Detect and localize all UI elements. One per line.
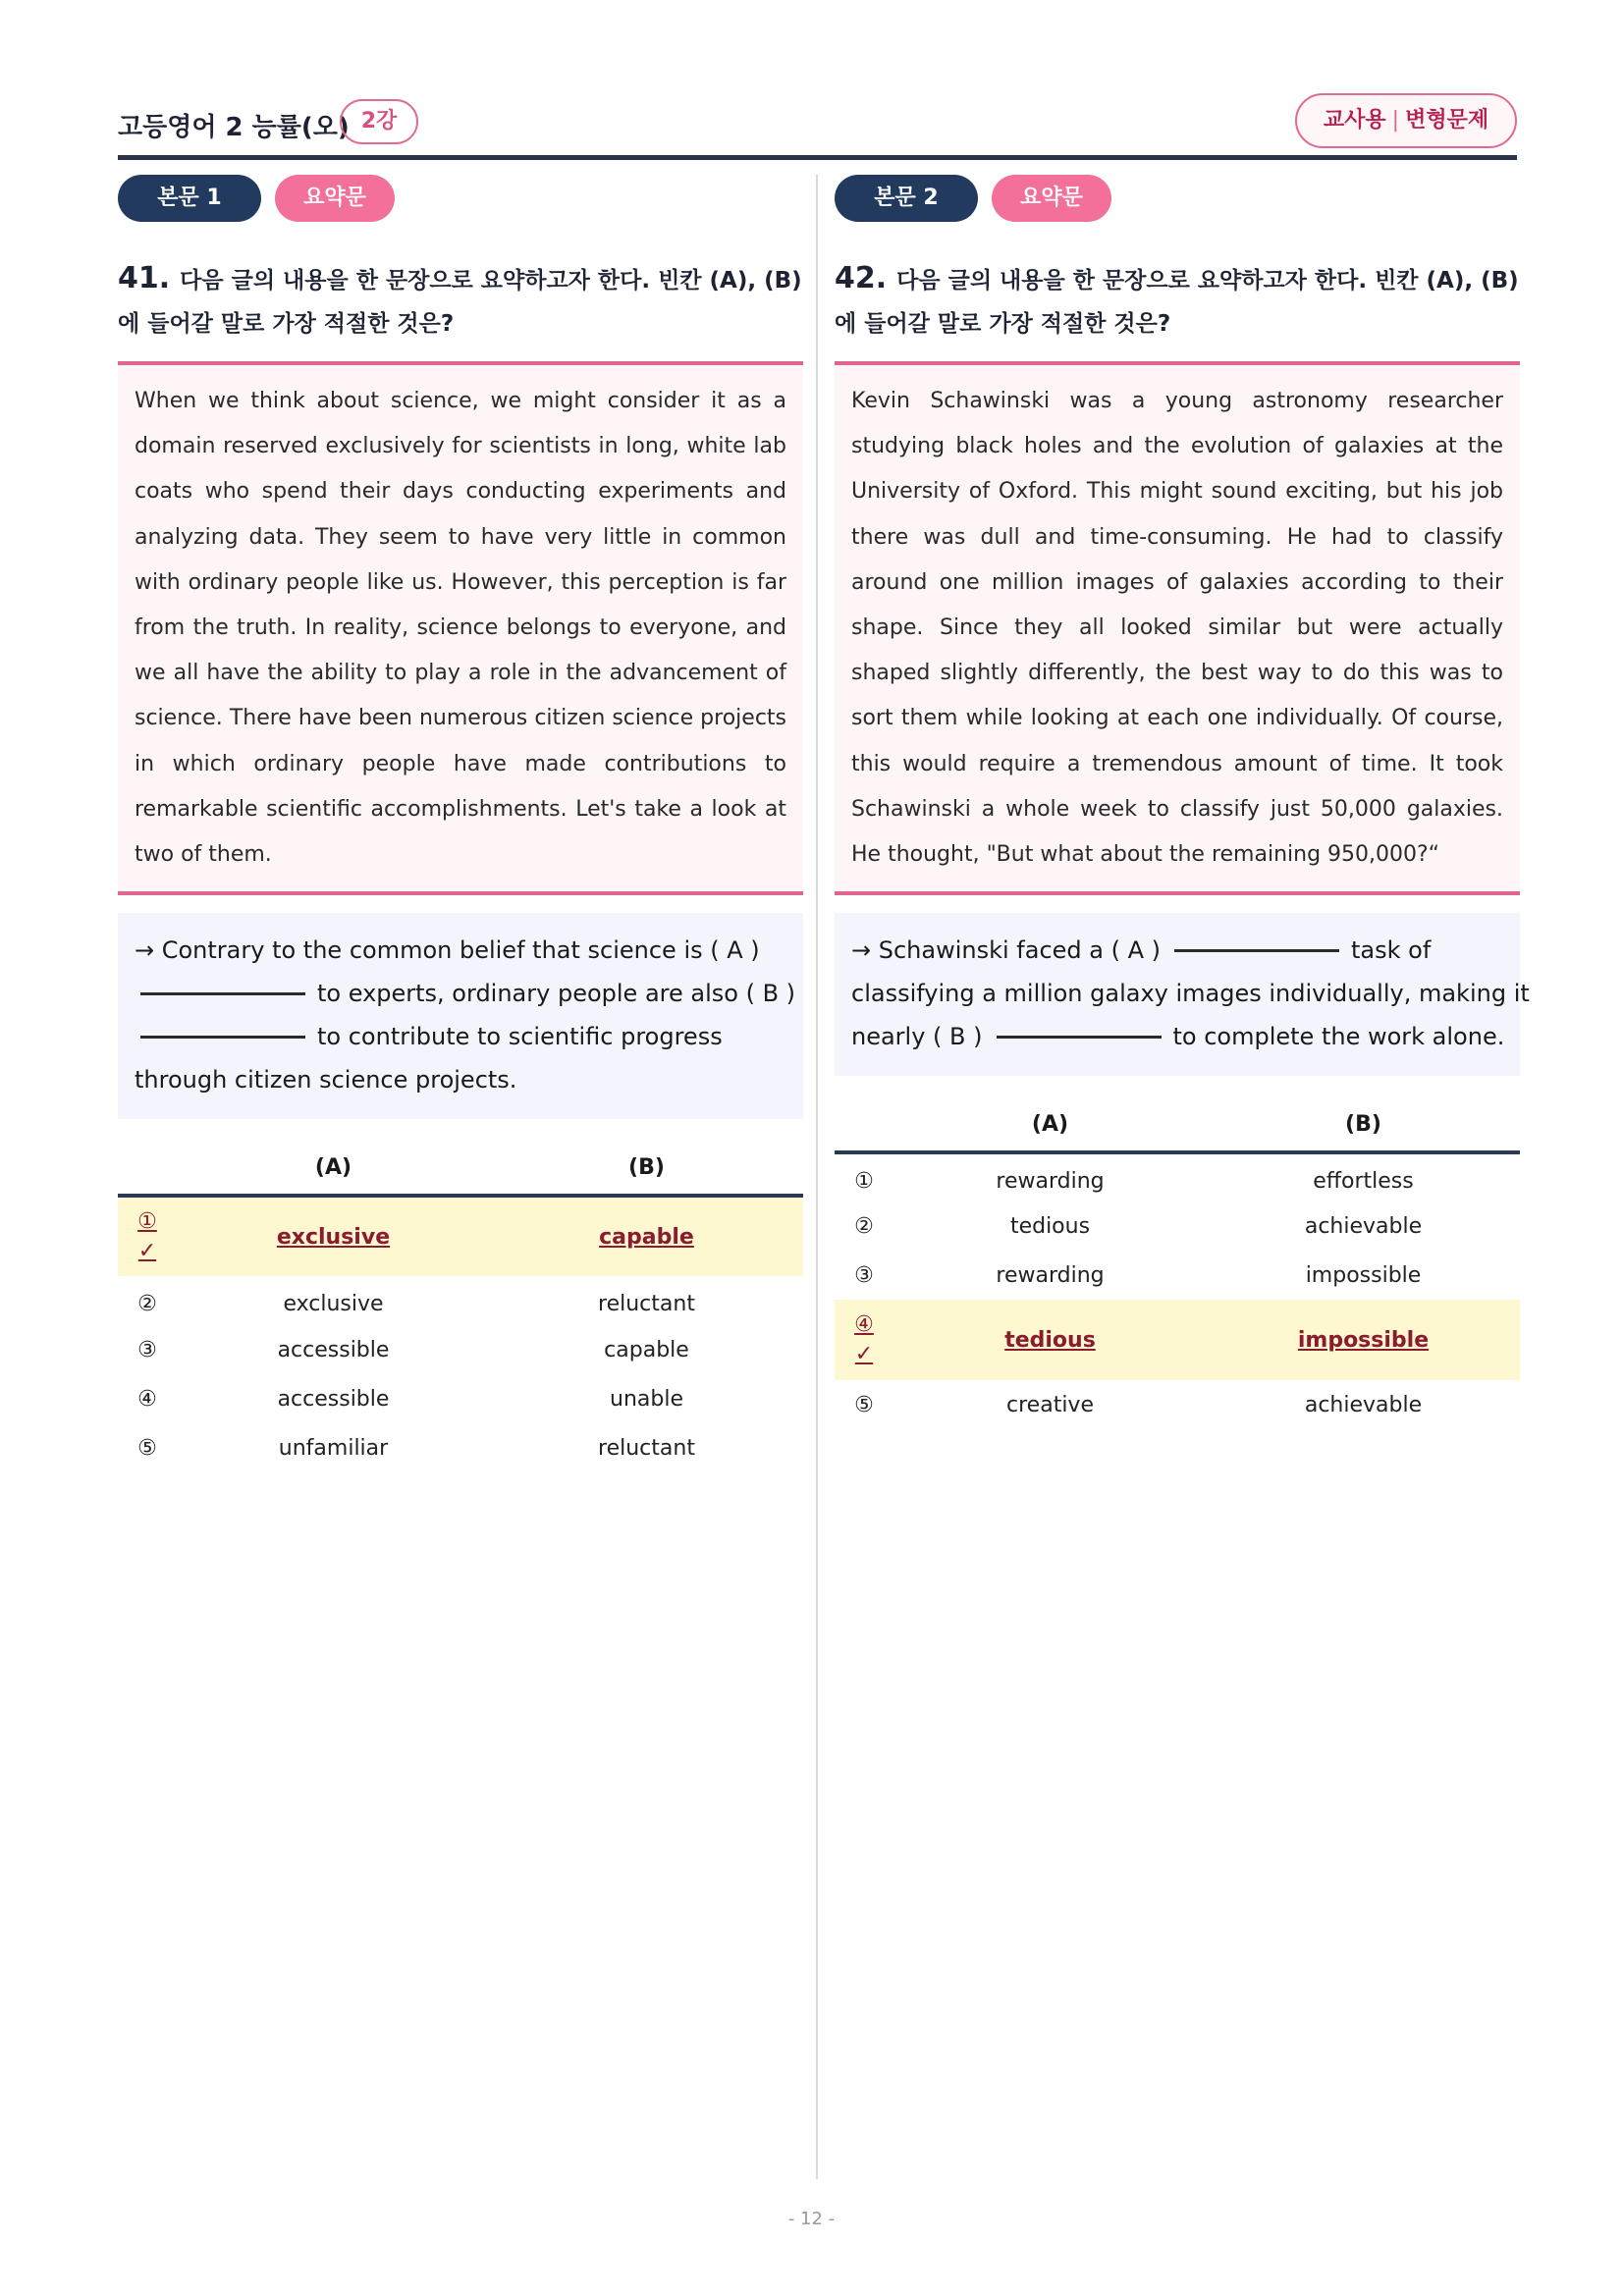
blank-a: [1174, 949, 1339, 952]
passage-tag: 본문 1: [118, 175, 261, 222]
summary-box: [118, 913, 803, 1119]
badge-separator: |: [1391, 108, 1400, 133]
choice-b: unable: [610, 1386, 683, 1412]
summary-line: [135, 1015, 786, 1058]
choice-number: ②: [854, 1213, 874, 1239]
summary-line: classifying a million galaxy images individually, making it: [851, 980, 1530, 1008]
choice-table: [118, 1141, 803, 1472]
question-number: 41.: [118, 261, 171, 295]
choice-number: ④ ✓: [835, 1300, 893, 1380]
choice-table: [835, 1097, 1520, 1429]
blank-b: [140, 1036, 305, 1039]
question-prompt: [118, 257, 803, 346]
summary-text: nearly ( B ): [851, 1023, 983, 1051]
choice-a: accessible: [277, 1386, 390, 1412]
choice-a: rewarding: [996, 1168, 1105, 1194]
choice-row-correct[interactable]: [118, 1196, 803, 1276]
choice-b: effortless: [1313, 1168, 1414, 1194]
summary-line: → Contrary to the common belief that science is ( A ): [135, 936, 760, 965]
choice-number: ⑤: [854, 1392, 874, 1417]
summary-line: [851, 929, 1503, 972]
choice-header: [835, 1097, 1520, 1152]
choice-number: ③: [854, 1262, 874, 1288]
page-header: [118, 93, 1517, 160]
blank-a: [140, 992, 305, 995]
question-prompt: [835, 257, 1520, 346]
choice-b: impossible: [1207, 1300, 1520, 1380]
choice-a: exclusive: [177, 1196, 490, 1276]
tag-row: [118, 175, 803, 222]
choice-a: tedious: [893, 1300, 1207, 1380]
choice-number: ②: [137, 1291, 157, 1316]
check-icon: ✓: [137, 1239, 157, 1264]
summary-text: to complete the work alone.: [1172, 1023, 1505, 1051]
summary-text: → Schawinski faced a ( A ): [851, 936, 1162, 965]
lesson-badge: 2강: [340, 99, 418, 144]
choice-b: impossible: [1305, 1262, 1422, 1288]
column-b-header: (B): [1207, 1097, 1520, 1152]
variant-label: 변형문제: [1405, 108, 1489, 133]
question-text: 다음 글의 내용을 한 문장으로 요약하고자 한다. 빈칸 (A), (B)에 들어갈 말로 가장 적절한 것은?: [118, 268, 802, 337]
choice-row[interactable]: [835, 1380, 1520, 1429]
question-number: 42.: [835, 261, 888, 295]
choice-b: reluctant: [598, 1291, 695, 1316]
choice-a: exclusive: [283, 1291, 384, 1316]
choice-row[interactable]: [835, 1251, 1520, 1300]
choice-row[interactable]: [835, 1152, 1520, 1201]
type-tag: 요약문: [992, 175, 1111, 222]
choice-row[interactable]: [835, 1201, 1520, 1251]
summary-line: [135, 972, 796, 1015]
check-icon: ✓: [854, 1342, 874, 1367]
choice-a: rewarding: [996, 1262, 1105, 1288]
type-tag: 요약문: [275, 175, 395, 222]
summary-text: task of: [1351, 936, 1432, 965]
choice-header: [118, 1141, 803, 1196]
choice-row[interactable]: [118, 1276, 803, 1325]
tag-row: [835, 175, 1520, 222]
choice-number: ①: [854, 1168, 874, 1194]
choice-b: achievable: [1304, 1213, 1423, 1239]
summary-line: through citizen science projects.: [135, 1066, 517, 1095]
summary-line: [851, 1015, 1503, 1058]
choice-a: creative: [1006, 1392, 1094, 1417]
choice-a: tedious: [1009, 1213, 1091, 1239]
column-a-header: (A): [177, 1141, 490, 1196]
choice-number: ④: [137, 1386, 157, 1412]
teacher-badge: [1295, 93, 1517, 148]
choice-row-correct[interactable]: [835, 1300, 1520, 1380]
page-number: - 12 -: [787, 2209, 836, 2229]
column-divider: [816, 175, 818, 2179]
passage-box: When we think about science, we might consider it as a domain reserved exclusively for scientists in long, white lab coats who spend their days conducting experiments and analyzing data. They seem to have very little in common with ordinary people like us. However, this perception is far from the truth. In reality, science belongs to everyone, and we all have the ability to play a role in the advancement of science. There have been numerous citizen science projects in which ordinary people have made contributions to remarkable scientific accomplishments. Let's take a look at two of them.: [118, 361, 803, 895]
choice-b: capable: [604, 1337, 689, 1362]
choice-row[interactable]: [118, 1374, 803, 1423]
choice-number: ③: [137, 1337, 157, 1362]
summary-text: to experts, ordinary people are also ( B ): [317, 980, 796, 1008]
question-text: 다음 글의 내용을 한 문장으로 요약하고자 한다. 빈칸 (A), (B)에 들어갈 말로 가장 적절한 것은?: [835, 268, 1519, 337]
blank-b: [997, 1036, 1162, 1039]
summary-text: to contribute to scientific progress: [317, 1023, 723, 1051]
page-title: 고등영어 2 능률(오): [118, 113, 350, 142]
teacher-label: 교사용: [1323, 108, 1386, 133]
choice-b: reluctant: [598, 1435, 695, 1461]
choice-a: accessible: [277, 1337, 390, 1362]
question-42-column: [835, 175, 1530, 1429]
choice-a: unfamiliar: [278, 1435, 389, 1461]
choice-row[interactable]: [118, 1325, 803, 1374]
choice-number: ① ✓: [118, 1196, 177, 1276]
passage-box: Kevin Schawinski was a young astronomy researcher studying black holes and the evolution of galaxies at the University of Oxford. This might sound exciting, but his job there was dull and time-consuming. He had to classify around one million images of galaxies according to their shape. Since they all looked similar but were actually shaped slightly differently, the best way to do this was to sort them while looking at each one individually. Of course, this would require a tremendous amount of time. It took Schawinski a whole week to classify just 50,000 galaxies. He thought, "But what about the remaining 950,000?“: [835, 361, 1520, 895]
summary-box: [835, 913, 1530, 1076]
column-b-header: (B): [490, 1141, 803, 1196]
choice-b: achievable: [1304, 1392, 1423, 1417]
choice-b: capable: [490, 1196, 803, 1276]
question-41-column: [118, 175, 803, 1472]
choice-number: ⑤: [137, 1435, 157, 1461]
column-a-header: (A): [893, 1097, 1207, 1152]
passage-tag: 본문 2: [835, 175, 978, 222]
choice-row[interactable]: [118, 1423, 803, 1472]
